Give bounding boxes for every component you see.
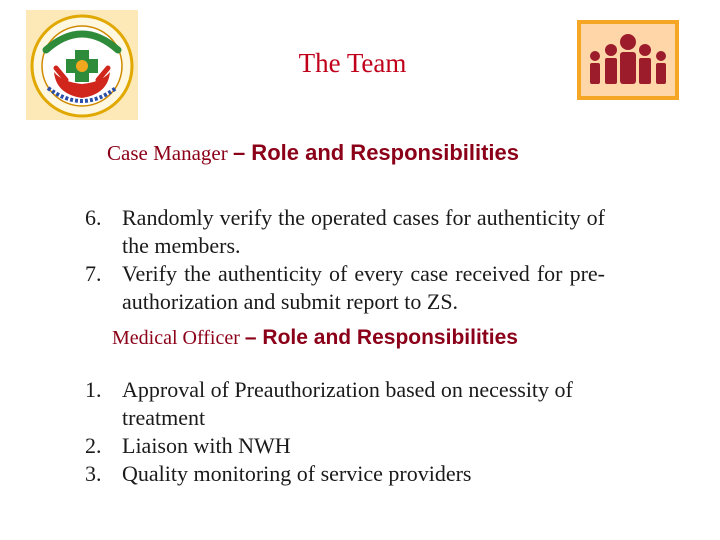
medical-officer-heading-role: – Role and Responsibilities [244,326,518,349]
case-manager-heading [107,140,519,166]
list-item-text: Quality monitoring of service providers [122,461,472,486]
medical-officer-heading-name: Medical Officer [112,327,240,349]
sanjeevani-logo [26,10,138,120]
case-manager-heading-role: – Role and Responsibilities [232,140,520,165]
list-item-text: Randomly verify the operated cases for authenticity of the members. [122,205,605,258]
list-item [85,432,645,460]
page-title: The Team [298,48,407,78]
list-item-number: 2. [85,433,102,458]
sanjeevani-emblem-icon [26,10,138,120]
case-manager-responsibilities [85,204,605,316]
people-group-icon [577,20,679,100]
list-item-number: 1. [85,377,102,402]
list-item-text: Verify the authenticity of every case received for pre-authorization and submit report to ZS. [122,261,605,314]
list-item-text: Liaison with NWH [122,433,291,458]
list-item-number: 7. [85,261,102,286]
list-item-number: 6. [85,205,102,230]
medical-officer-heading [112,326,518,350]
list-item [85,260,605,316]
case-manager-heading-name: Case Manager [107,141,228,165]
medical-officer-responsibilities [85,376,645,488]
list-item-text: Approval of Preauthorization based on necessity of treatment [122,377,573,430]
list-item [85,460,645,488]
list-item-number: 3. [85,461,102,486]
people-group-logo [577,20,679,100]
list-item [85,376,645,432]
list-item [85,204,605,260]
